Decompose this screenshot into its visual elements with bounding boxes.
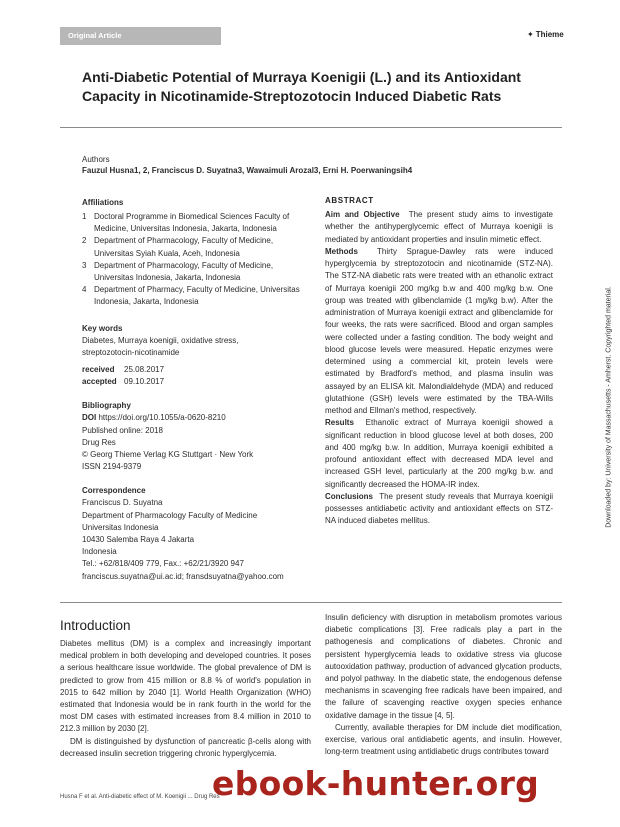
bibliography-label: Bibliography xyxy=(82,401,131,411)
abstract-aim: Aim and Objective The present study aims to investigate whether the antihyperglycemic effect of Murraya koenigii is mediated by antioxidant properties and insulin mimetic effect. xyxy=(325,210,553,244)
correspondence-phone: Tel.: +62/818/409 779, Fax.: +62/21/3920 947 xyxy=(82,559,244,569)
abstract-heading: ABSTRACT xyxy=(325,196,374,205)
authors-label: Authors xyxy=(82,155,110,164)
article-type-badge xyxy=(60,27,221,45)
publisher-name: Thieme xyxy=(535,30,564,39)
received-date: received 25.08.2017 xyxy=(82,365,165,375)
intro-paragraph: Currently, available therapies for DM include diet modification, exercise, various oral antidiabetic agents, and insulin. However, long-term treatment using antidiabetic drugs contributes toward xyxy=(325,722,562,757)
correspondence-line: 10430 Salemba Raya 4 Jakarta xyxy=(82,535,195,545)
intro-paragraph: Insulin deficiency with disruption in metabolism promotes various diabetic complications [3]. Free radicals play a part in the pathogenesis and complications of diabetes. Chronic and persistent hyperglycemia leads to oxidative stress via glucose autooxidation pathway, production of advanced glycation products, and polyol pathway. In the diabetic state, the endogenous defense mechanisms in scavenging free radicals have been impaired, and the failure of scavenging reactive oxygen species enhance oxidative damage in the tissue [4, 5]. xyxy=(325,613,562,720)
affiliation-item: 4 Department of Pharmacy, Faculty of Medicine, Universitas Indonesia, Jakarta, Indonesia xyxy=(82,285,300,307)
introduction-heading: Introduction xyxy=(60,618,131,633)
publisher-logo xyxy=(527,30,564,39)
doi-link[interactable]: https://doi.org/10.1055/a-0620-8210 xyxy=(98,413,226,423)
correspondence-email[interactable]: franciscus.suyatna@ui.ac.id; fransdsuyatna@yahoo.com xyxy=(82,571,284,581)
intro-paragraph: Diabetes mellitus (DM) is a complex and increasingly important medical problem in both developing and developed countries. It poses a serious healthcare issue worldwide. The global prevalence of DM is predicted to grow from 415 million or 8.8 % of world's population in 2015 to 642 million by 2040 [1]. World Health Organization (WHO) estimated that Indonesia would be in rank fourth in the world for the most DM cases with estimated increases from 8.4 million in 2010 to 212.3 million by 2030 [2]. xyxy=(60,639,311,734)
accepted-date: accepted 09.10.2017 xyxy=(82,377,165,387)
download-notice-text: Downloaded by: University of Massachusetts - Amherst. Copyrighted material. xyxy=(605,286,613,528)
correspondence-name: Franciscus D. Suyatna xyxy=(82,498,163,508)
download-notice xyxy=(604,252,614,562)
intro-divider xyxy=(60,602,562,603)
abstract-conclusions: Conclusions The present study reveals that Murraya koenigii possesses antidiabetic activity and antioxidant effects on STZ-NA induced diabetes mellitus. xyxy=(325,491,553,526)
watermark: ebook-hunter.org xyxy=(212,764,540,803)
keywords-text: Diabetes, Murraya koenigii, oxidative stress, streptozotocin-nicotinamide xyxy=(82,335,239,357)
affiliations-label: Affiliations xyxy=(82,198,124,207)
correspondence-line: Indonesia xyxy=(82,547,117,557)
authors-list: Fauzul Husna1, 2, Franciscus D. Suyatna3, Wawaimuli Arozal3, Erni H. Poerwaningsih4 xyxy=(82,166,413,175)
abstract-section xyxy=(325,196,553,528)
affiliations-list xyxy=(82,211,310,309)
journal-name: Drug Res xyxy=(82,437,116,447)
affiliation-item: 2 Department of Pharmacology, Faculty of Medicine, Universitas Syiah Kuala, Aceh, Indonesia xyxy=(82,236,274,258)
issn-line: ISSN 2194-9379 xyxy=(82,462,142,472)
title-divider xyxy=(60,127,562,128)
keywords-label: Key words xyxy=(82,323,123,333)
intro-left-column xyxy=(60,638,311,760)
published-line: Published online: 2018 xyxy=(82,425,163,435)
intro-right-column xyxy=(325,612,562,758)
correspondence-label: Correspondence xyxy=(82,486,146,496)
affiliation-item: 3 Department of Pharmacology, Faculty of Medicine, Universitas Indonesia, Jakarta, Indonesia xyxy=(82,260,274,283)
page-footer: Husna F et al. Anti-diabetic effect of M. Koenigii ... Drug Res xyxy=(60,794,220,800)
correspondence-line: Department of Pharmacology Faculty of Medicine xyxy=(82,510,258,520)
metadata-column xyxy=(82,197,310,583)
thieme-logo-icon: ✦ xyxy=(527,30,534,39)
abstract-methods: Methods Thirty Sprague-Dawley rats were induced hyperglycemia by streptozotocin and nicotinamide (STZ-NA). The STZ-NA diabetic rats were treated with an ethanolic extract of Murraya koenigii 200 mg/kg b.w and 400 mg/kg b.w. One group was treated with glibenclamide (1 mg/kg b.w). After the administration of Murraya koenigii extract and glibenclamide for four weeks, the rats were sacrificed. Blood and organ samples were collected under a fasting condition. The body weight and blood glucose levels were measured. Hepatic enzymes were determined using a commercial kit, protein levels were estimated by Bradford's method, and plasma insulin was assayed by an ELISA kit. Malondialdehyde (MDA) and reduced glutathione (GSH) levels were estimated by the TBA-Wills method and Ellman's method, respectively. xyxy=(325,246,553,415)
article-type-label: Original Article xyxy=(68,31,122,40)
copyright-line: © Georg Thieme Verlag KG Stuttgart · New York xyxy=(82,450,254,460)
abstract-results: Results Ethanolic extract of Murraya koenigii showed a significant reduction in blood glucose level at both doses, 200 and 400 mg/kg b.w. In addition, Murraya koenigii exhibited a profound antioxidant effect with decreased MDA level and increased GSH level, particularly at the 200 mg/kg b.w. and significantly decreased the HOMA-IR index. xyxy=(325,418,553,489)
article-title: Anti-Diabetic Potential of Murraya Koenigii (L.) and its Antioxidant Capacity in Nicotinamide-Streptozotocin Induced Diabetic Rats xyxy=(82,69,521,104)
correspondence-line: Universitas Indonesia xyxy=(82,522,159,532)
abstract-body xyxy=(325,209,553,528)
doi-line: DOI https://doi.org/10.1055/a-0620-8210 xyxy=(82,413,226,423)
intro-paragraph: DM is distinguished by dysfunction of pancreatic β-cells along with decreased insulin secretion triggering chronic hyperglycemia. xyxy=(60,736,311,758)
affiliation-item: 1 Doctoral Programme in Biomedical Sciences Faculty of Medicine, Universitas Indonesia, Jakarta, Indonesia xyxy=(82,212,290,234)
